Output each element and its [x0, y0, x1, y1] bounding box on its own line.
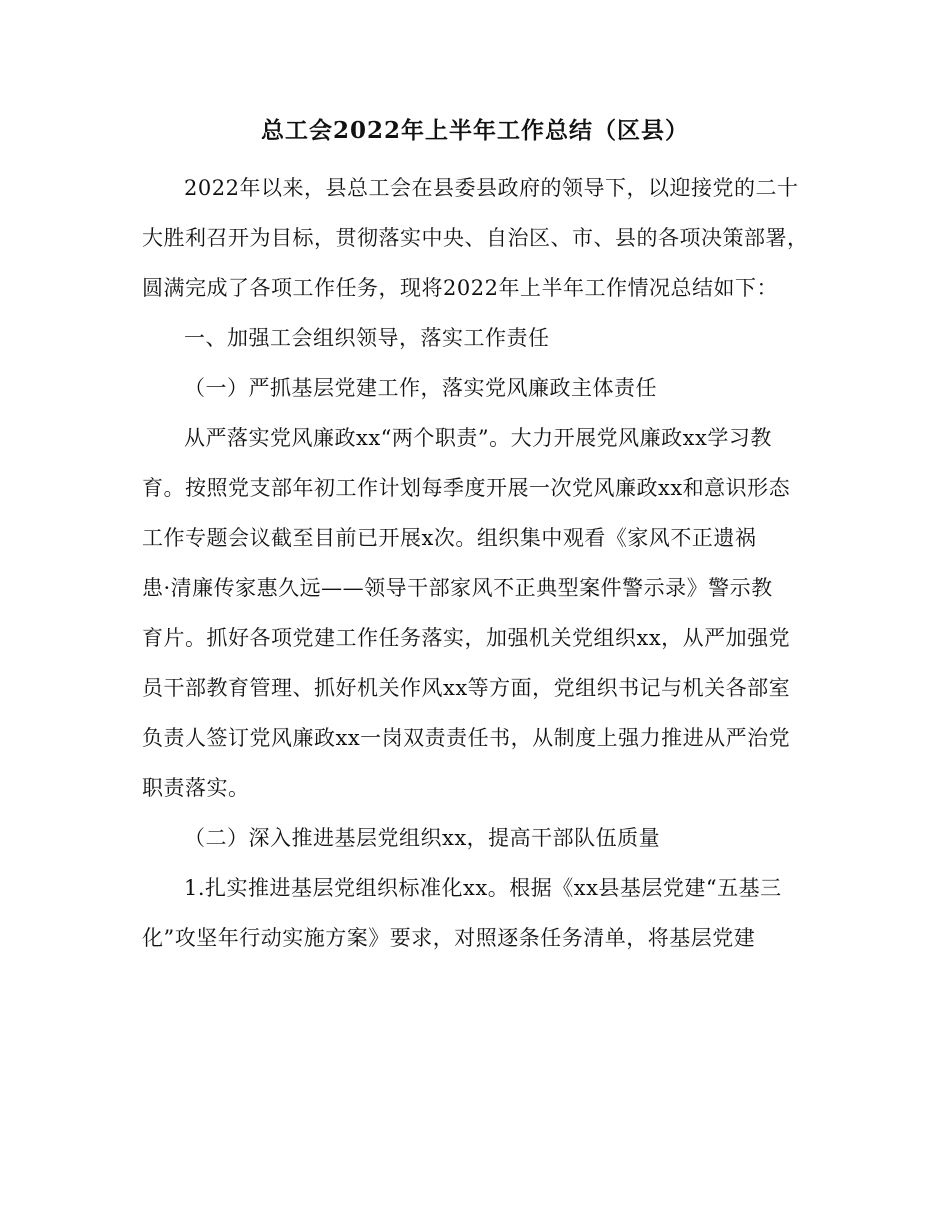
- paragraph-line: 员干部教育管理、抓好机关作风xx等方面，党组织书记与机关各部室: [142, 676, 791, 700]
- document-title: 总工会2022年上半年工作总结（区县）: [260, 117, 689, 144]
- paragraph-line: 化”攻坚年行动实施方案》要求，对照逐条任务清单，将基层党建: [142, 926, 756, 950]
- paragraph-line: 从严落实党风廉政xx“两个职责”。大力开展党风廉政xx学习教: [184, 426, 772, 450]
- subsection-heading: （一）严抓基层党建工作，落实党风廉政主体责任: [184, 376, 657, 400]
- paragraph-line: 1.扎实推进基层党组织标准化xx。根据《xx县基层党建“五基三: [184, 876, 782, 900]
- paragraph-line: 职责落实。: [142, 776, 250, 800]
- paragraph-line: 大胜利召开为目标，贯彻落实中央、自治区、市、县的各项决策部署，: [142, 226, 809, 250]
- paragraph-line: 工作专题会议截至目前已开展x次。组织集中观看《家风不正遗祸: [142, 526, 757, 550]
- section-heading: 一、加强工会组织领导，落实工作责任: [184, 326, 550, 350]
- paragraph-line: 患·清廉传家惠久远——领导干部家风不正典型案件警示录》警示教: [142, 576, 773, 600]
- paragraph-line: 圆满完成了各项工作任务，现将2022年上半年工作情况总结如下：: [142, 276, 778, 300]
- subsection-heading: （二）深入推进基层党组织xx，提高干部队伍质量: [184, 826, 661, 850]
- paragraph-line: 育。按照党支部年初工作计划每季度开展一次党风廉政xx和意识形态: [142, 476, 791, 500]
- paragraph-line: 负责人签订党风廉政xx一岗双责责任书，从制度上强力推进从严治党: [142, 726, 791, 750]
- paragraph-line: 2022年以来，县总工会在县委县政府的领导下，以迎接党的二十: [184, 176, 799, 200]
- paragraph-line: 育片。抓好各项党建工作任务落实，加强机关党组织xx，从严加强党: [142, 626, 791, 650]
